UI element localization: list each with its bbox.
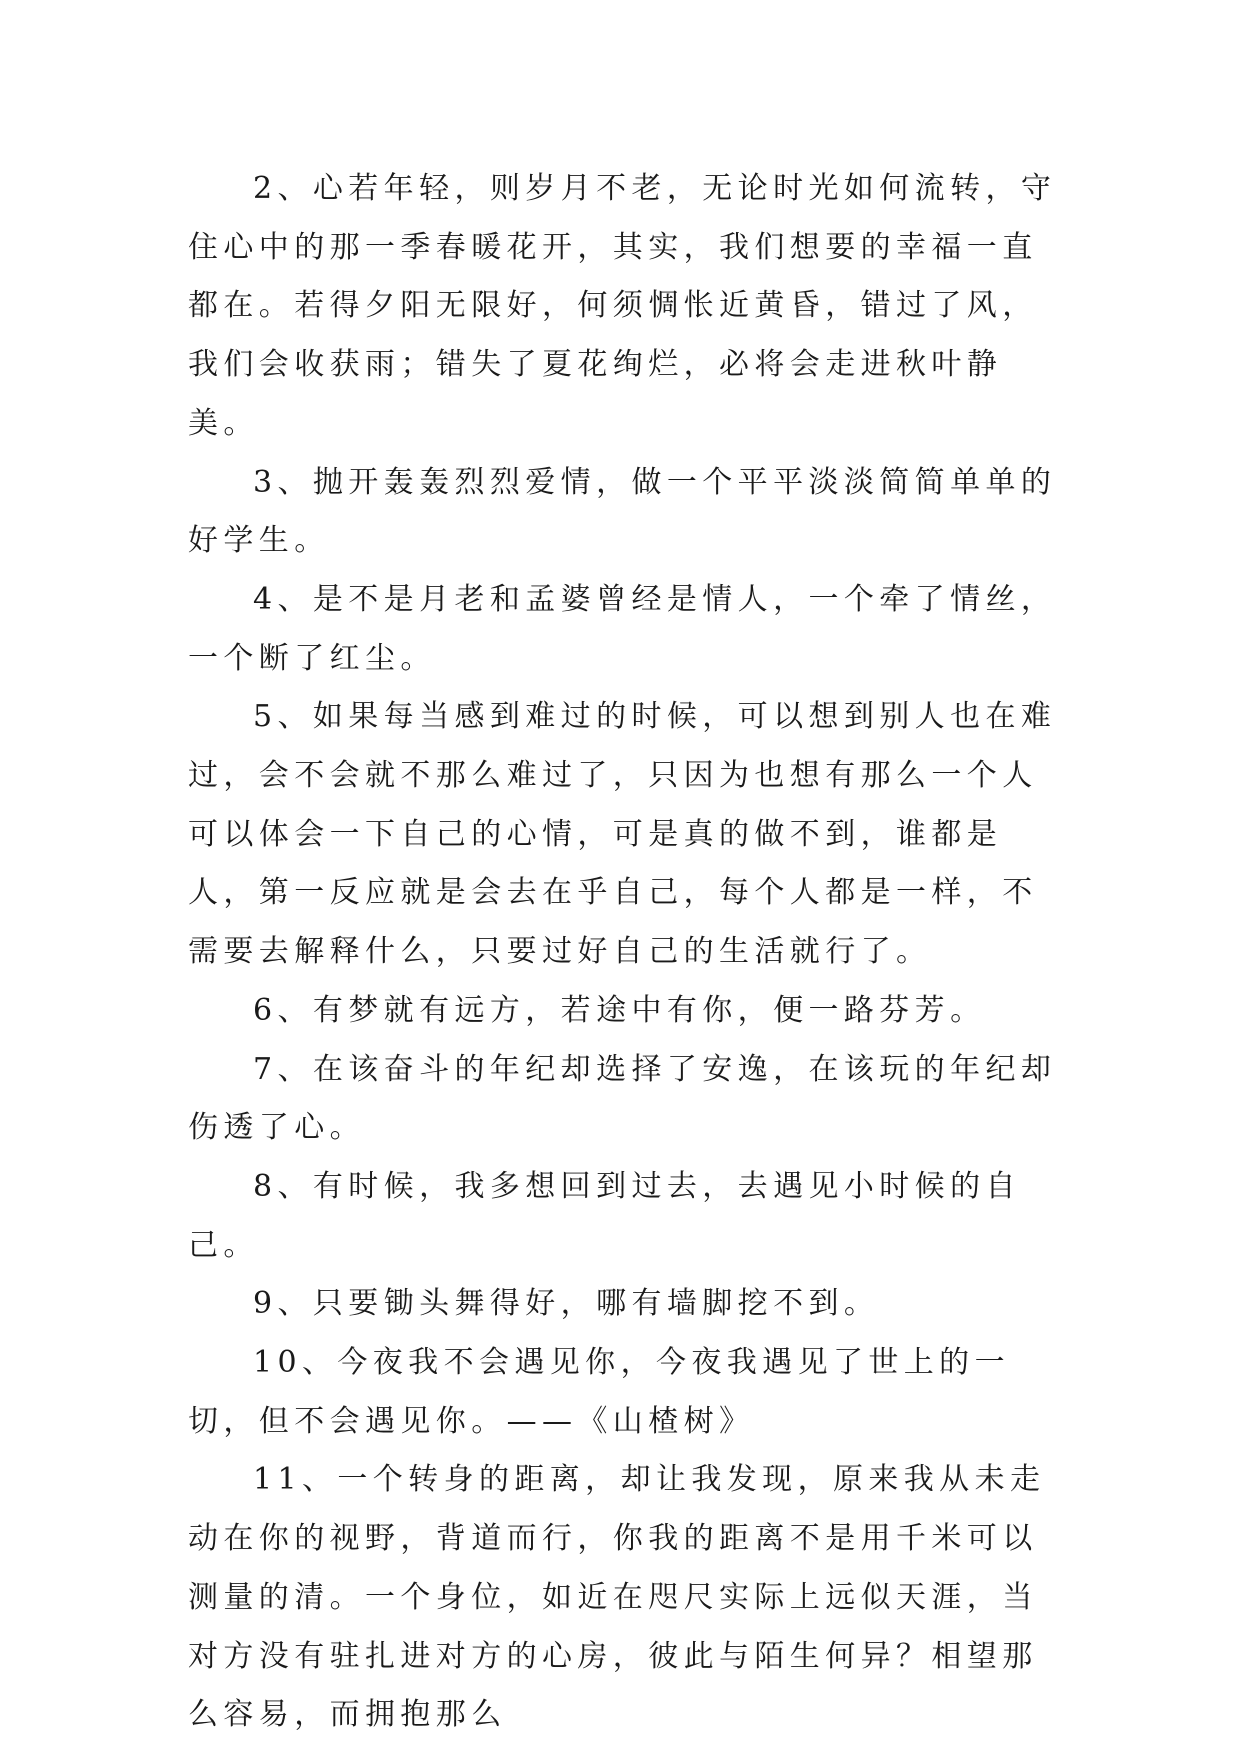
paragraph-5: 5、如果每当感到难过的时候，可以想到别人也在难过，会不会就不那么难过了，只因为也想有那么一个人可以体会一下自己的心情，可是真的做不到，谁都是人，第一反应就是会去在乎自己，每个人都是一样，不需要去解释什么，只要过好自己的生活就行了。	[188, 699, 1057, 970]
paragraph-6: 6、有梦就有远方，若途中有你，便一路芬芳。	[253, 992, 986, 1028]
paragraph-9: 9、只要锄头舞得好，哪有墙脚挖不到。	[253, 1286, 880, 1322]
paragraph-8: 8、有时候，我多想回到过去，去遇见小时候的自己。	[188, 1168, 1021, 1263]
paragraph-4: 4、是不是月老和孟婆曾经是情人，一个牵了情丝，一个断了红尘。	[188, 581, 1057, 676]
paragraph-3: 3、抛开轰轰烈烈爱情，做一个平平淡淡简简单单的好学生。	[188, 464, 1057, 559]
paragraph-11: 11、一个转身的距离，却让我发现，原来我从未走动在你的视野，背道而行，你我的距离不是用千米可以测量的清。一个身位，如近在咫尺实际上远似天涯，当对方没有驻扎进对方的心房，彼此与陌生何异？相望那么容易，而拥抱那么	[188, 1462, 1046, 1733]
paragraph-2: 2、心若年轻，则岁月不老，无论时光如何流转，守住心中的那一季春暖花开，其实，我们想要的幸福一直都在。若得夕阳无限好，何须惆怅近黄昏，错过了风，我们会收获雨；错失了夏花绚烂，必将会走进秋叶静美。	[188, 171, 1057, 441]
paragraph-7: 7、在该奋斗的年纪却选择了安逸，在该玩的年纪却伤透了心。	[188, 1051, 1057, 1146]
document-body	[188, 160, 1068, 1745]
paragraph-10: 10、今夜我不会遇见你，今夜我遇见了世上的一切，但不会遇见你。——《山楂树》	[188, 1345, 1010, 1439]
